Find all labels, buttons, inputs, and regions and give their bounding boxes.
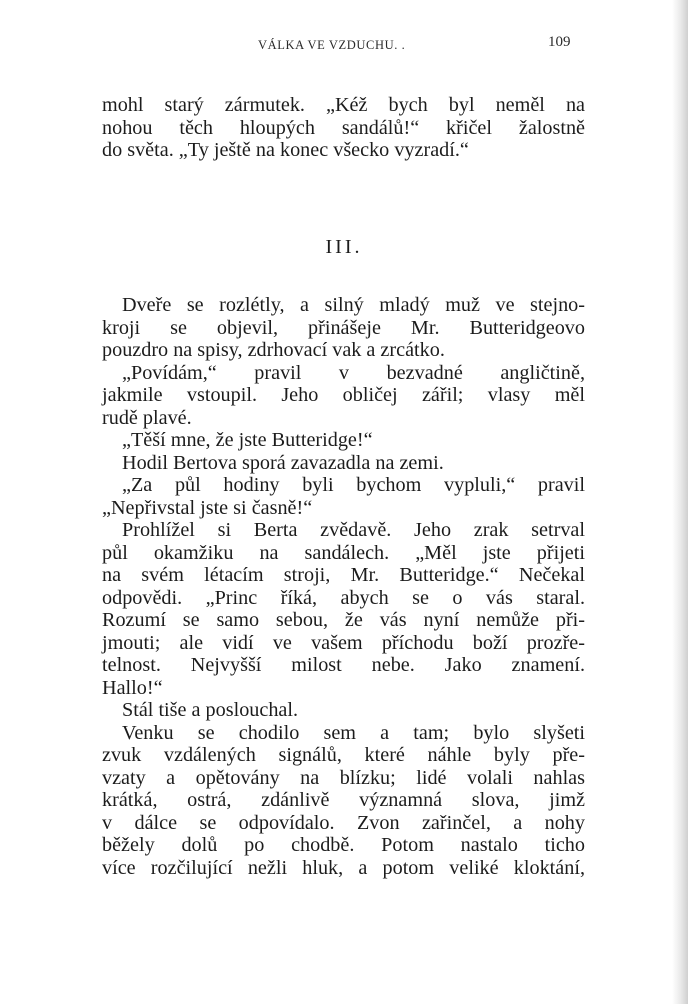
text-line: Stál tiše a poslouchal. (122, 699, 299, 721)
chapter-body (102, 294, 585, 879)
text-line: zvuk vzdálených signálů, které náhle byly pře- (102, 744, 585, 766)
text-line: „Těší mne, že jste Butteridge!“ (122, 429, 373, 451)
text-line: nohou těch hloupých sandálů!“ křičel žalostně (102, 116, 585, 139)
page-number: 109 (548, 34, 571, 50)
text-line: mohl starý zármutek. „Kéž bych byl neměl na (102, 94, 585, 116)
text-line: kroji se objevil, přinášeje Mr. Butteridgeovo (102, 316, 585, 339)
text-line: „Nepřivstal jste si časně!“ (102, 496, 313, 519)
paragraph-continued (102, 94, 585, 162)
text-line: odpovědi. „Princ říká, abych se o vás staral. (102, 586, 585, 609)
text-line: vzaty a opětovány na blízku; lidé volali nahlas (102, 766, 585, 789)
text-line: telnost. Nejvyšší milost nebe. Jako znamení. (102, 654, 585, 676)
text-line: více rozčilující nežli hluk, a potom veliké kloktání, (102, 856, 585, 879)
chapter-heading: III. (325, 236, 363, 258)
text-line: Rozumí se samo sebou, že vás nyní nemůže při- (102, 609, 585, 631)
text-line: Hallo!“ (102, 676, 163, 699)
text-line: „Za půl hodiny byli bychom vypluli,“ pravil (122, 474, 585, 496)
text-line: běžely dolů po chodbě. Potom nastalo ticho (102, 834, 585, 856)
text-line: v dálce se odpovídalo. Zvon zařinčel, a nohy (102, 811, 585, 834)
text-line: „Povídám,“ pravil v bezvadné angličtině, (122, 361, 585, 384)
text-line: Venku se chodilo sem a tam; bylo slyšeti (122, 721, 585, 744)
text-line: na svém létacím stroji, Mr. Butteridge.“ Nečekal (102, 564, 585, 586)
page-edge-shadow (672, 0, 688, 1004)
text-line: Dveře se rozlétly, a silný mladý muž ve stejno- (122, 294, 585, 316)
running-title: VÁLKA VE VZDUCHU. . (258, 38, 406, 52)
text-line: Hodil Bertova sporá zavazadla na zemi. (122, 451, 444, 474)
text-line: jakmile vstoupil. Jeho obličej zářil; vlasy měl (102, 384, 585, 406)
text-line: jmouti; ale vidí ve vašem příchodu boží prozře- (102, 631, 585, 654)
text-line: Prohlížel si Berta zvědavě. Jeho zrak setrval (122, 519, 585, 541)
text-line: půl okamžiku na sandálech. „Měl jste přijeti (102, 541, 585, 564)
text-line: do světa. „Ty ještě na konec všecko vyzradí.“ (102, 139, 469, 161)
text-line: rudě plavé. (102, 406, 192, 429)
text-line: krátká, ostrá, zdánlivě významná slova, jimž (102, 789, 585, 811)
text-line: pouzdro na spisy, zdrhovací vak a zrcátko. (102, 339, 445, 361)
